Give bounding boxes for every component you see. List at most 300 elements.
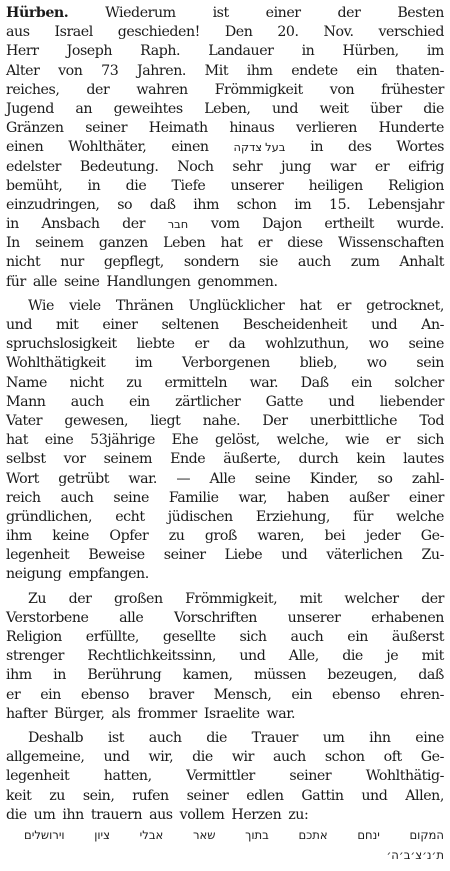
word: בעל צדקה (233, 140, 286, 155)
word: Ge- (420, 528, 444, 545)
word: ebenso (331, 686, 381, 703)
word: Lebensjahr (367, 196, 444, 213)
word: gründlichen, (6, 508, 93, 525)
word: braver (148, 686, 194, 703)
word: Name (6, 374, 47, 391)
word: sie (259, 254, 278, 271)
text-line (6, 450, 444, 469)
word: er (374, 158, 390, 175)
word: 73 (101, 62, 119, 79)
word: in (6, 216, 19, 233)
word: Liebe (224, 547, 263, 564)
word: wir (231, 749, 254, 766)
word: aus (149, 806, 173, 823)
word: und (281, 547, 308, 564)
word: er (385, 432, 401, 449)
word: frühester (381, 81, 444, 98)
word: wohlzuthun, (265, 336, 349, 353)
text-line (6, 158, 444, 177)
text-line (6, 23, 444, 42)
word: auch (60, 489, 94, 506)
word: Ge- (420, 749, 444, 766)
word: nicht (69, 374, 104, 391)
word: liebte (136, 336, 175, 353)
word: und (371, 317, 398, 333)
word: mit (56, 317, 79, 333)
word: von (329, 81, 355, 98)
word: die (192, 749, 213, 766)
text-line (6, 565, 444, 584)
word: — (176, 470, 191, 487)
word: auch (297, 254, 331, 271)
word: seine (113, 489, 149, 506)
word: mit (299, 590, 322, 607)
word: seinem (103, 451, 153, 468)
word: wo (368, 336, 389, 353)
word: Gränzen (6, 120, 64, 137)
word: wahren (136, 81, 188, 98)
word: Wohlthäter, (68, 139, 147, 156)
word: Noch (177, 158, 214, 175)
word: zahl- (411, 470, 444, 487)
word: durch (298, 451, 339, 468)
word: Vater (6, 412, 43, 429)
word: welche (396, 508, 444, 525)
word: er (336, 297, 351, 314)
word: Wohlthätigkeit (6, 355, 106, 372)
word: gelöst, (214, 432, 260, 449)
word: edlen (246, 787, 284, 804)
word: Herr (6, 43, 39, 60)
word: Tod (419, 412, 444, 429)
word: sein (416, 355, 444, 372)
word: seiner (163, 547, 206, 564)
word: bei (324, 528, 346, 545)
word: 53jährige (90, 432, 155, 449)
word: und (103, 749, 130, 766)
word: unerbittliche (309, 412, 398, 429)
word: über (370, 100, 402, 117)
word: ihm (193, 196, 219, 213)
word: war, (238, 489, 268, 506)
word: war. (128, 470, 157, 487)
word: Wie (28, 297, 54, 314)
word: kamen, (182, 667, 233, 684)
word: Vorschriften (173, 609, 257, 626)
word: getrübt (58, 470, 109, 487)
word: väterlichen (326, 547, 403, 564)
word: legenheit (6, 768, 70, 785)
word: Hürben. (6, 5, 69, 21)
word: seine (408, 336, 444, 353)
word: oft (383, 749, 402, 766)
word: jeder (365, 528, 401, 545)
word: ein (291, 686, 313, 703)
word: Israel (54, 24, 93, 41)
word: legenheit (6, 547, 70, 564)
word: Dajon (262, 216, 302, 233)
word: in (310, 139, 324, 156)
word: welcher (344, 590, 399, 607)
text-line (6, 316, 444, 335)
word: schon (236, 196, 277, 213)
word: Bescheidenheit (242, 317, 348, 333)
word: außer (348, 489, 389, 506)
word: von (58, 62, 83, 79)
word: Wort (6, 470, 39, 487)
word: ist (212, 5, 229, 21)
word: unserer (230, 177, 284, 194)
word: jung (281, 158, 312, 175)
word: hinaus (229, 120, 275, 137)
hebrew-word: וירושלים (24, 827, 65, 842)
word: Rechtlichkeitssinn, (87, 648, 216, 665)
text-line (6, 666, 444, 685)
word: Thränen (115, 297, 174, 314)
word: hatten, (103, 768, 152, 785)
word: zu (126, 374, 142, 391)
word: Israelite (203, 705, 260, 722)
word: Kinder, (309, 470, 359, 487)
word: und (6, 317, 33, 333)
word: frommer (137, 705, 197, 722)
word: geweihtes (113, 100, 183, 117)
word: daß (418, 667, 444, 684)
word: da (228, 336, 246, 353)
word: Gatte (265, 393, 304, 410)
word: ein (356, 62, 378, 79)
word: die (342, 648, 363, 665)
word: wurde. (396, 216, 444, 233)
text-line (6, 787, 444, 806)
text-line (6, 273, 444, 292)
word: in (53, 667, 66, 684)
text-line (6, 215, 444, 234)
word: Allen, (405, 787, 444, 804)
word: aus (6, 24, 30, 41)
closing-hebrew-abbreviation (6, 845, 444, 865)
word: für (6, 273, 26, 290)
word: Beweise (88, 547, 145, 564)
word: Gattin (301, 787, 344, 804)
word: Jahren. (137, 62, 186, 79)
text-line (6, 470, 444, 489)
text-line (6, 234, 444, 253)
word: als (111, 705, 131, 722)
word: auch (70, 393, 104, 410)
word: ebenso (80, 686, 129, 703)
text-line (6, 609, 444, 628)
word: blieb, (299, 355, 338, 372)
word: an (75, 100, 93, 117)
word: die (206, 729, 227, 746)
text-line (6, 806, 444, 825)
text-line (6, 42, 444, 61)
word: Familie (168, 489, 219, 506)
word: seine (254, 470, 291, 487)
word: erhabenen (371, 609, 444, 626)
text-line (6, 431, 444, 450)
word: Besten (397, 5, 444, 21)
word: endete (291, 62, 338, 79)
word: war. (249, 374, 279, 391)
word: Erziehung, (255, 508, 330, 525)
word: je (386, 648, 399, 665)
word: lautes (403, 451, 444, 468)
word: Religion (6, 629, 62, 645)
word: Vermittler (186, 768, 255, 785)
word: er (194, 336, 209, 353)
word: im (294, 196, 312, 213)
word: Leben, (204, 100, 251, 117)
word: einer (408, 489, 444, 506)
word: gepflegt, (103, 254, 164, 271)
word: Mann (6, 393, 46, 410)
word: seine (63, 273, 100, 290)
word: Herzen (231, 806, 282, 823)
text-line (6, 705, 444, 724)
word: ihm (6, 667, 32, 684)
closing-hebrew-line (6, 825, 444, 845)
word: auch (272, 749, 306, 766)
word: einen (6, 139, 44, 156)
word: ihm (246, 62, 273, 79)
word: allgemeine, (6, 749, 85, 766)
text-line (6, 412, 444, 431)
word: großen (113, 590, 163, 607)
word: hat (220, 235, 243, 252)
word: zu (168, 528, 185, 545)
word: groß (204, 528, 237, 545)
text-line (6, 253, 444, 272)
word: einer (102, 317, 138, 333)
word: Mit (204, 62, 229, 79)
word: Ansbach (41, 216, 100, 233)
word: 15. (329, 196, 351, 213)
word: für (353, 508, 373, 525)
word: Unglücklicher (188, 297, 285, 314)
word: Landauer (208, 43, 274, 60)
hebrew-word: אתכם (298, 827, 328, 842)
word: daß (149, 196, 176, 213)
text-line (6, 729, 444, 748)
word: Hunderte (378, 120, 444, 137)
word: müssen (253, 667, 306, 684)
word: Berührung (87, 667, 162, 684)
text-line (6, 748, 444, 767)
hebrew-word: ינחם (357, 827, 380, 842)
word: Joseph (66, 43, 113, 60)
word: solcher (394, 374, 444, 391)
word: geschieden! (117, 24, 200, 41)
word: ihn (62, 806, 84, 823)
word: verschied (378, 24, 444, 41)
word: vor (63, 451, 86, 468)
word: sein, (82, 787, 115, 804)
word: ehren- (400, 686, 444, 703)
word: Nov. (323, 24, 354, 41)
word: im (135, 355, 153, 372)
word: Zu- (421, 547, 444, 564)
word: חבר (167, 217, 189, 232)
word: Mensch, (213, 686, 272, 703)
word: ein (40, 686, 61, 703)
text-line (6, 297, 444, 316)
word: bezeugen, (327, 667, 397, 684)
word: hat (299, 297, 322, 314)
word: Anhalt (399, 254, 444, 271)
word: Alle, (288, 648, 319, 665)
word: waren, (257, 528, 305, 545)
word: eine (415, 729, 444, 746)
obituary-article (6, 4, 444, 825)
word: seltenen (161, 317, 219, 333)
text-line (6, 590, 444, 609)
word: unserer (287, 609, 341, 626)
word: einzudringen, (6, 196, 100, 213)
word: ihn (369, 729, 391, 746)
word: Frömmigkeit (214, 81, 303, 98)
word: empfangen. (68, 566, 149, 583)
text-line (6, 489, 444, 508)
word: seiner (186, 787, 229, 804)
word: Tiefe (171, 177, 206, 194)
word: liebender (379, 393, 444, 410)
word: Bürger, (54, 705, 105, 722)
word: In (6, 235, 20, 252)
word: Der (262, 412, 288, 429)
word: seinem (35, 235, 84, 252)
word: im (426, 43, 444, 60)
text-line (6, 508, 444, 527)
word: heiligen (308, 177, 363, 194)
paragraph (6, 297, 444, 585)
word: vollem (179, 806, 225, 823)
word: Wortes (396, 139, 444, 156)
word: Alter (6, 62, 40, 79)
word: ganzen (98, 235, 148, 252)
word: 20. (277, 24, 299, 41)
word: um (322, 729, 345, 746)
word: schon (324, 749, 365, 766)
word: kein (356, 451, 386, 468)
word: Ehe (171, 432, 199, 449)
word: so (117, 196, 133, 213)
word: ermitteln (164, 374, 228, 391)
word: reiches, (6, 81, 60, 98)
word: verlieren (295, 120, 357, 137)
text-line (6, 686, 444, 705)
word: war (329, 158, 357, 175)
word: haben (287, 489, 329, 506)
word: ist (107, 729, 124, 746)
word: eine (44, 432, 74, 449)
text-line (6, 196, 444, 215)
word: ein (351, 374, 372, 391)
word: rufen (132, 787, 169, 804)
word: ihm (6, 528, 32, 545)
word: sondern (183, 254, 240, 271)
word: und (239, 648, 266, 665)
paragraph (6, 590, 444, 724)
word: Verstorbene (6, 609, 89, 626)
word: nahe. (202, 412, 241, 429)
word: der (337, 5, 361, 21)
word: Den (224, 24, 253, 41)
word: sehr (232, 158, 263, 175)
word: die (423, 100, 444, 117)
text-line (6, 546, 444, 565)
hebrew-word: שאר (192, 827, 216, 842)
word: wo (366, 355, 387, 372)
word: nicht (6, 254, 41, 271)
word: auch (148, 729, 182, 746)
word: äußerst (391, 629, 444, 645)
word: spruchslosigkeit (6, 336, 117, 353)
word: erfüllte, (85, 629, 139, 645)
word: Opfer (109, 528, 149, 545)
hebrew-word: אבלי (139, 827, 164, 842)
word: viele (69, 297, 101, 314)
word: mit (421, 648, 444, 665)
word: bemüht, (6, 177, 63, 194)
hebrew-word: ציון (94, 827, 111, 842)
word: zu: (288, 806, 309, 823)
word: Deshalb (28, 729, 84, 746)
text-line (6, 374, 444, 393)
word: seiner (289, 768, 332, 785)
word: Frömmigkeit, (185, 590, 278, 607)
word: zu (49, 787, 65, 804)
word: so (377, 470, 393, 487)
word: jüdischen (167, 508, 233, 525)
word: sich (416, 432, 444, 449)
text-line (6, 354, 444, 373)
word: gewesen, (64, 412, 129, 429)
word: die (125, 177, 147, 194)
word: neigung (6, 566, 62, 583)
word: ein (129, 393, 150, 410)
word: ein (347, 629, 368, 645)
word: hafter (6, 705, 48, 722)
word: Trauer (251, 729, 298, 746)
word: er (257, 235, 273, 252)
word: echt (115, 508, 145, 525)
word: auch (290, 629, 324, 645)
word: diese (287, 235, 323, 252)
word: Jugend (6, 100, 54, 117)
word: Alle (209, 470, 236, 487)
word: reich (6, 489, 41, 506)
word: der (86, 81, 110, 98)
word: der (122, 216, 146, 233)
word: Bedeutung. (79, 158, 159, 175)
text-line (6, 393, 444, 412)
paragraph (6, 729, 444, 825)
word: ertheilt (324, 216, 374, 233)
word: Hürben, (342, 43, 399, 60)
word: und (328, 393, 355, 410)
word: Raph. (140, 43, 181, 60)
text-line (6, 628, 444, 647)
word: er (6, 686, 21, 703)
text-line (6, 767, 444, 786)
word: Wiederum (105, 5, 176, 21)
word: hat (6, 432, 28, 449)
word: liegt (150, 412, 181, 429)
word: edelster (6, 158, 61, 175)
word: nur (60, 254, 84, 271)
